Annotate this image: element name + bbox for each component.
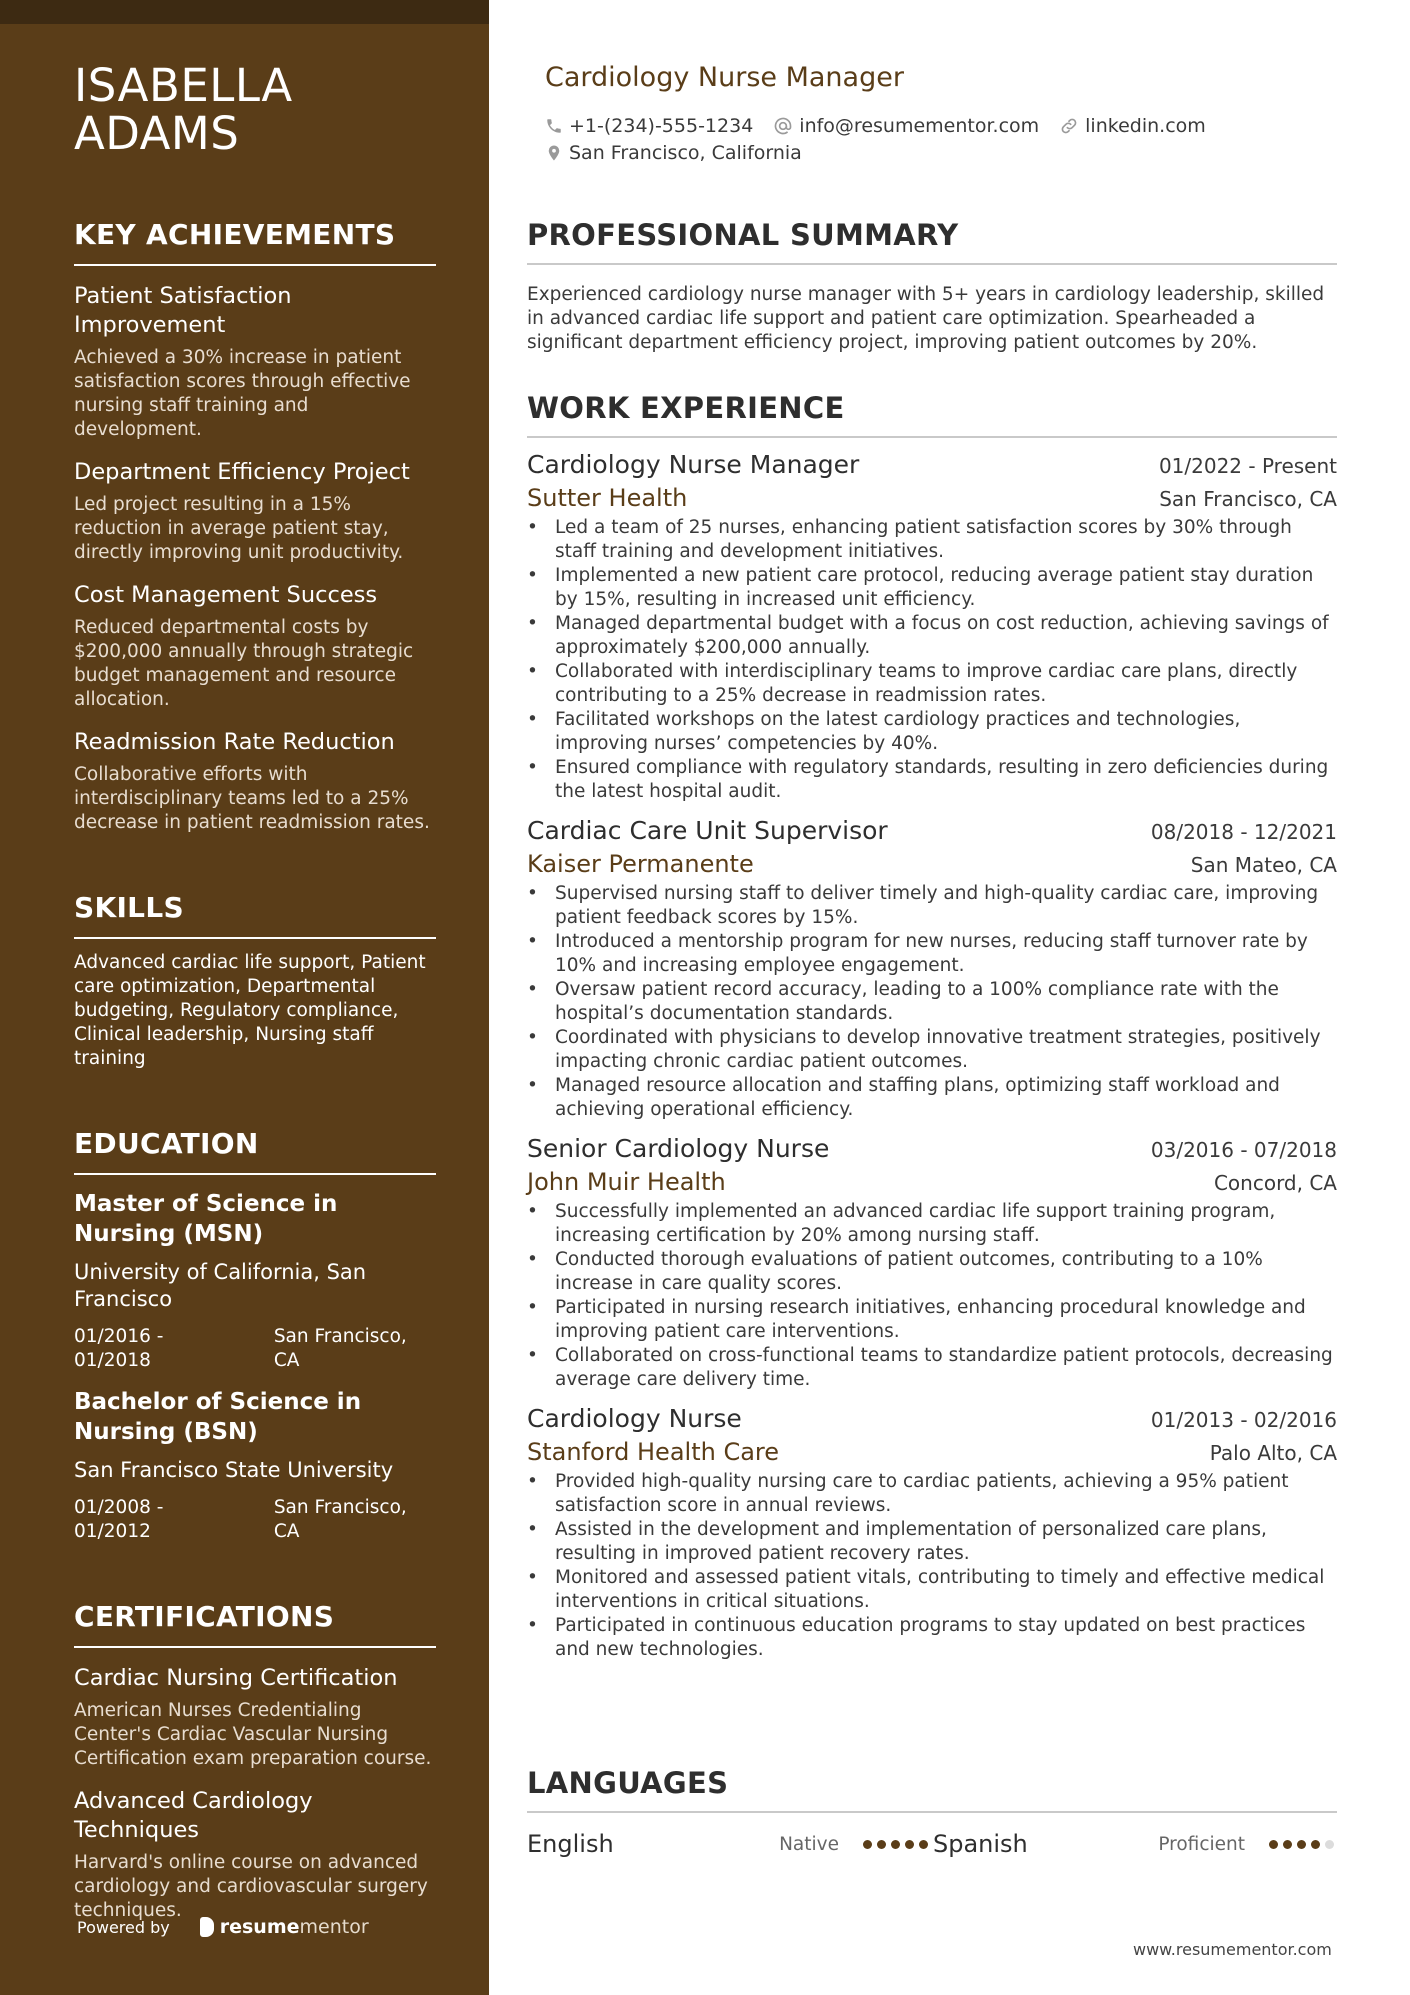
skills-heading: SKILLS [74, 891, 436, 939]
website-url[interactable]: www.resumementor.com [1133, 1940, 1332, 1959]
location-contact [545, 142, 802, 164]
bullet-item: • Implemented a new patient care protocol, reducing average patient stay duration by 15%, resulting in increased unit efficiency. [527, 564, 1337, 612]
language-name: Spanish [933, 1830, 1028, 1858]
logo-brand-bold: resume [219, 1916, 300, 1938]
language-level: Proficient [1158, 1833, 1245, 1855]
achievement-title: Department Efficiency Project [74, 459, 410, 485]
job-location: Palo Alto, CA [1209, 1441, 1337, 1465]
bullet-item: • Supervised nursing staff to deliver timely and high-quality cardiac care, improving patient feedback scores by 15%. [527, 882, 1337, 930]
achievement-desc: Achieved a 30% increase in patient satisfaction scores through effective nursing staff training and development. [74, 347, 411, 440]
education-heading: EDUCATION [74, 1127, 436, 1175]
certification-title: Advanced Cardiology Techniques [74, 1788, 313, 1843]
proficiency-dots [863, 1840, 933, 1849]
education-school: San Francisco State University [74, 1458, 394, 1482]
filled-dot [1269, 1840, 1278, 1849]
filled-dot [863, 1840, 872, 1849]
education-section [74, 1127, 436, 1544]
job-location: San Mateo, CA [1190, 853, 1337, 877]
achievement-title: Cost Management Success [74, 582, 378, 608]
education-degree: Master of Science in Nursing (MSN) [74, 1191, 338, 1247]
achievement-desc: Led project resulting in a 15% reduction in average patient stay, directly improving unit productivity. [74, 494, 404, 563]
bullet-item: • Oversaw patient record accuracy, leading to a 100% compliance rate with the hospital’s documentation standards. [527, 978, 1337, 1026]
filled-dot [877, 1840, 886, 1849]
phone-text: +1-(234)-555-1234 [569, 114, 754, 137]
bullet-item: • Assisted in the development and implementation of personalized care plans, resulting in improved patient recovery rates. [527, 1518, 1337, 1566]
language-item [933, 1830, 1339, 1858]
certifications-heading: CERTIFICATIONS [74, 1600, 436, 1648]
empty-dot [1325, 1840, 1334, 1849]
job-title: Cardiac Care Unit Supervisor [527, 816, 888, 845]
bullet-item: • Led a team of 25 nurses, enhancing patient satisfaction scores by 30% through staff training and development initiatives. [527, 516, 1337, 564]
certification-item [74, 1787, 436, 1923]
contact-info [545, 112, 1226, 166]
bullet-item: • Participated in continuous education programs to stay updated on best practices and new technologies. [527, 1614, 1337, 1662]
powered-by-footer [77, 1916, 369, 1938]
phone-icon [545, 117, 563, 135]
education-location: San Francisco, CA [273, 1497, 407, 1542]
bullet-item: • Facilitated workshops on the latest cardiology practices and technologies, improving nurses’ competencies by 40%. [527, 708, 1337, 756]
filled-dot [919, 1840, 928, 1849]
education-location: San Francisco, CA [273, 1326, 407, 1371]
experience-heading: WORK EXPERIENCE [527, 391, 1337, 438]
filled-dot [905, 1840, 914, 1849]
job-dates: 03/2016 - 07/2018 [1150, 1138, 1337, 1162]
certification-item [74, 1664, 436, 1771]
achievements-heading: KEY ACHIEVEMENTS [74, 218, 436, 266]
bullet-item: • Managed resource allocation and staffing plans, optimizing staff workload and achieving operational efficiency. [527, 1074, 1337, 1122]
achievement-item [74, 728, 436, 835]
phone-contact[interactable] [545, 115, 753, 137]
at-icon [773, 116, 793, 136]
certifications-section [74, 1600, 436, 1923]
location-pin-icon [545, 143, 563, 163]
achievement-item [74, 581, 436, 712]
skills-section [74, 891, 436, 1071]
filled-dot [891, 1840, 900, 1849]
bullet-item: • Successfully implemented an advanced cardiac life support training program, increasing certification by 20% among nursing staff. [527, 1200, 1337, 1248]
job-company: Kaiser Permanente [527, 850, 754, 878]
proficiency-dots [1269, 1840, 1339, 1849]
job-entry [527, 1132, 1337, 1392]
logo-mark-icon [200, 1917, 214, 1937]
achievements-section [74, 218, 436, 835]
location-text: San Francisco, California [569, 141, 802, 164]
candidate-name [74, 59, 436, 160]
job-entry [527, 814, 1337, 1122]
logo-brand-light: mentor [299, 1916, 369, 1938]
language-level: Native [779, 1833, 839, 1855]
job-dates: 01/2013 - 02/2016 [1150, 1408, 1337, 1432]
job-bullets [527, 882, 1337, 1122]
bullet-item: • Collaborated on cross-functional teams to standardize patient protocols, decreasing average care delivery time. [527, 1344, 1337, 1392]
certification-desc: Harvard's online course on advanced cardiology and cardiovascular surgery techniques. [74, 1852, 428, 1921]
summary-section [527, 218, 1337, 355]
job-dates: 08/2018 - 12/2021 [1150, 820, 1337, 844]
language-name: English [527, 1830, 614, 1858]
education-item [74, 1189, 436, 1373]
powered-by-label: Powered by [77, 1917, 170, 1937]
job-entry [527, 1402, 1337, 1662]
target-job-title: Cardiology Nurse Manager [545, 62, 904, 93]
job-location: Concord, CA [1213, 1171, 1337, 1195]
job-title: Cardiology Nurse [527, 1404, 742, 1433]
email-text: info@resumementor.com [799, 114, 1040, 137]
language-item [527, 1830, 933, 1858]
linkedin-text: linkedin.com [1085, 114, 1206, 137]
bullet-item: • Coordinated with physicians to develop innovative treatment strategies, positively impacting chronic cardiac patient outcomes. [527, 1026, 1337, 1074]
job-title: Senior Cardiology Nurse [527, 1134, 830, 1163]
email-contact[interactable] [773, 115, 1039, 137]
resumementor-logo[interactable] [200, 1916, 369, 1938]
filled-dot [1311, 1840, 1320, 1849]
job-bullets [527, 516, 1337, 804]
job-company: Sutter Health [527, 484, 688, 512]
education-degree: Bachelor of Science in Nursing (BSN) [74, 1389, 362, 1445]
education-school: University of California, San Francisco [74, 1260, 367, 1311]
job-location: San Francisco, CA [1159, 487, 1337, 511]
languages-section [527, 1766, 1337, 1861]
skills-text: Advanced cardiac life support, Patient care optimization, Departmental budgeting, Regulatory compliance, Clinical leadership, Nursing staff training [74, 952, 426, 1069]
education-dates: 01/2016 - 01/2018 [74, 1326, 164, 1371]
achievement-item [74, 282, 436, 442]
job-company: Stanford Health Care [527, 1438, 780, 1466]
bullet-item: • Monitored and assessed patient vitals, contributing to timely and effective medical interventions in critical situations. [527, 1566, 1337, 1614]
job-dates: 01/2022 - Present [1158, 454, 1337, 478]
summary-text: Experienced cardiology nurse manager with 5+ years in cardiology leadership, skilled in advanced cardiac life support and patient care optimization. Spearheaded a significant department efficiency project, improving patient outcomes by 20%. [527, 284, 1325, 353]
bullet-item: • Collaborated with interdisciplinary teams to improve cardiac care plans, directly contributing to a 25% decrease in readmission rates. [527, 660, 1337, 708]
education-item [74, 1387, 436, 1544]
achievement-desc: Reduced departmental costs by $200,000 annually through strategic budget management and resource allocation. [74, 617, 414, 710]
education-dates: 01/2008 - 01/2012 [74, 1497, 164, 1542]
summary-heading: PROFESSIONAL SUMMARY [527, 218, 1337, 265]
languages-heading: LANGUAGES [527, 1766, 1337, 1813]
achievement-desc: Collaborative efforts with interdisciplinary teams led to a 25% decrease in patient readmission rates. [74, 764, 430, 833]
achievement-title: Readmission Rate Reduction [74, 729, 395, 755]
bullet-item: • Ensured compliance with regulatory standards, resulting in zero deficiencies during the latest hospital audit. [527, 756, 1337, 804]
name-line-2: ADAMS [74, 107, 240, 160]
linkedin-contact[interactable] [1059, 115, 1206, 137]
job-entry [527, 448, 1337, 804]
job-bullets [527, 1200, 1337, 1392]
filled-dot [1297, 1840, 1306, 1849]
bullet-item: • Participated in nursing research initiatives, enhancing procedural knowledge and improving patient care interventions. [527, 1296, 1337, 1344]
bullet-item: • Managed departmental budget with a focus on cost reduction, achieving savings of approximately $200,000 annually. [527, 612, 1337, 660]
experience-section [527, 391, 1337, 1662]
achievement-title: Patient Satisfaction Improvement [74, 283, 292, 338]
job-company: John Muir Health [527, 1168, 726, 1196]
filled-dot [1283, 1840, 1292, 1849]
link-icon [1059, 116, 1079, 136]
certification-title: Cardiac Nursing Certification [74, 1665, 398, 1691]
sidebar-top-strip [0, 0, 489, 24]
job-title: Cardiology Nurse Manager [527, 450, 860, 479]
sidebar [0, 0, 489, 1995]
bullet-item: • Introduced a mentorship program for new nurses, reducing staff turnover rate by 10% and increasing employee engagement. [527, 930, 1337, 978]
job-bullets [527, 1470, 1337, 1662]
bullet-item: • Conducted thorough evaluations of patient outcomes, contributing to a 10% increase in care quality scores. [527, 1248, 1337, 1296]
bullet-item: • Provided high-quality nursing care to cardiac patients, achieving a 95% patient satisfaction score in annual reviews. [527, 1470, 1337, 1518]
name-line-1: ISABELLA [74, 59, 293, 112]
achievement-item [74, 458, 436, 565]
certification-desc: American Nurses Credentialing Center's Cardiac Vascular Nursing Certification exam preparation course. [74, 1700, 432, 1769]
